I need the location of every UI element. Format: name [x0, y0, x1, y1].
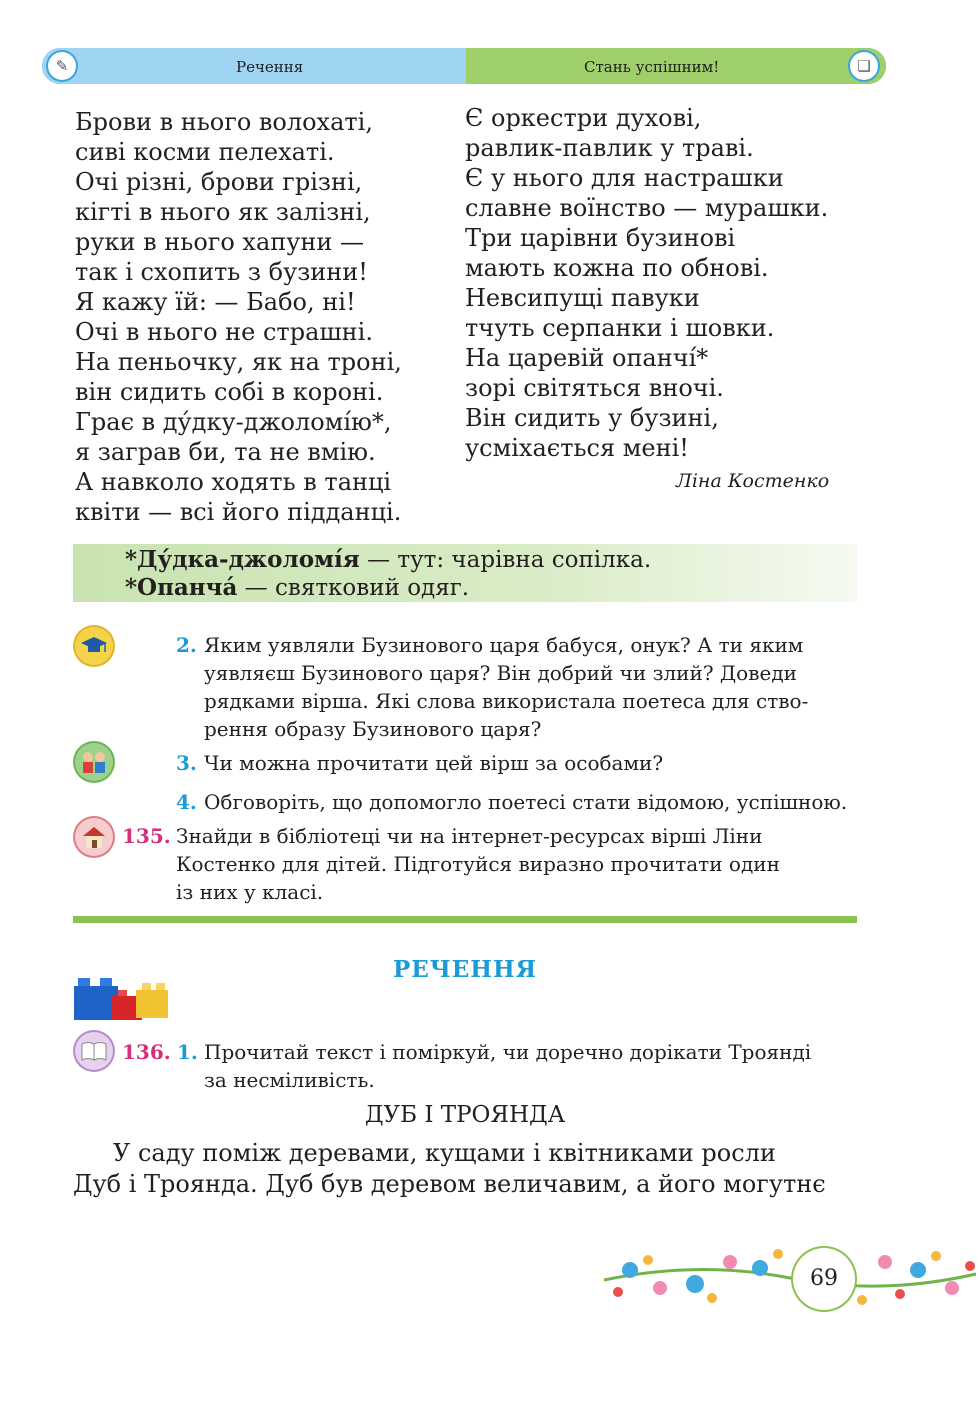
pencil-icon: ✎ — [48, 52, 76, 80]
text-line: мають кожна по обнові. — [465, 254, 769, 282]
task-line: Обговоріть, що допомогло поетесі стати відомою, успішною. — [204, 790, 848, 814]
text-line: У саду поміж деревами, кущами і квітниками росли — [113, 1139, 776, 1167]
header-left-label: Речення — [236, 58, 304, 76]
text-line: сиві косми пелехаті. — [75, 138, 335, 166]
text-line: тчуть серпанки і шовки. — [465, 314, 775, 342]
text-line: зорі світяться вночі. — [465, 374, 724, 402]
text-line: Очі в нього не страшні. — [75, 318, 373, 346]
text-line: Очі різні, брови грізні, — [75, 168, 363, 196]
book-icon: ❏ — [850, 52, 878, 80]
task-135-number: 135. — [122, 824, 171, 848]
text-line: я заграв би, та не вмію. — [75, 438, 376, 466]
footnotes-band — [73, 544, 857, 602]
poem-left-column — [75, 107, 402, 527]
text-line: А навколо ходять в танці — [75, 468, 392, 496]
task-4-number: 4. — [176, 790, 197, 814]
text-line: руки в нього хапуни — — [75, 228, 364, 256]
text-line: Костенко для дітей. Підготуйся виразно прочитати один — [176, 852, 780, 876]
flower-border-decoration — [600, 1240, 980, 1312]
task-2-text — [204, 631, 856, 743]
text-paragraph — [73, 1138, 857, 1200]
text-line: так і схопить з бузини! — [75, 258, 368, 286]
text-line: Він сидить у бузині, — [465, 404, 719, 432]
task-line: Чи можна прочитати цей вірш за особами? — [204, 751, 664, 775]
section-divider — [73, 916, 857, 923]
task-2-number: 2. — [176, 633, 197, 657]
footnote-term: *Опанча́ — [125, 574, 238, 601]
children-icon — [75, 743, 113, 781]
text-line: уявляєш Бузинового царя? Він добрий чи злий? Доведи — [204, 661, 797, 685]
text-line: Дуб і Троянда. Дуб був деревом величавим, а його могутнє — [73, 1170, 826, 1198]
footnote-definition: — святковий одяг. — [237, 575, 470, 601]
section-title: РЕЧЕННЯ — [392, 956, 538, 983]
text-line: він сидить собі в короні. — [75, 378, 384, 406]
text-line: Три царівни бузинові — [465, 224, 736, 252]
poem-author: Ліна Костенко — [676, 470, 830, 492]
footnote-definition: — тут: чарівна сопілка. — [359, 547, 652, 573]
text-line: Є оркестри духові, — [465, 104, 702, 132]
footnote-term: *Ду́дка-джоломі́я — [125, 546, 360, 573]
graduation-cap-icon — [75, 627, 113, 665]
footnote-1 — [125, 546, 651, 573]
text-line: Я кажу їй: — Бабо, ні! — [75, 288, 356, 316]
page-header — [42, 48, 886, 84]
page-number: 69 — [793, 1248, 855, 1310]
task-136-number: 136. — [122, 1040, 171, 1064]
text-line: славне воїнство — мурашки. — [465, 194, 829, 222]
text-line: Невсипущі павуки — [465, 284, 700, 312]
text-line: На пеньочку, як на троні, — [75, 348, 402, 376]
text-line: рядками вірша. Які слова використала поетеса для ство- — [204, 689, 809, 713]
text-line: Є у нього для настрашки — [465, 164, 784, 192]
poem-right-column — [465, 103, 828, 463]
text-line: за несміливість. — [204, 1068, 375, 1092]
task-135-text — [176, 822, 856, 906]
text-line: Грає в ду́дку-джоломі́ю*, — [75, 408, 392, 436]
text-line: рення образу Бузинового царя? — [204, 717, 542, 741]
house-icon — [75, 818, 113, 856]
header-right-label: Стань успішним! — [584, 58, 720, 76]
open-book-icon — [75, 1032, 113, 1070]
text-line: усміхається мені! — [465, 434, 689, 462]
text-title: ДУБ І ТРОЯНДА — [364, 1102, 566, 1128]
text-line: равлик-павлик у траві. — [465, 134, 754, 162]
text-line: Прочитай текст і поміркуй, чи доречно дорікати Троянді — [204, 1040, 812, 1064]
text-line: Брови в нього волохаті, — [75, 108, 373, 136]
task-3-number: 3. — [176, 751, 197, 775]
task-136-text — [204, 1038, 811, 1094]
text-line: Знайди в бібліотеці чи на інтернет-ресурсах вірші Ліни — [176, 824, 763, 848]
footnote-2 — [125, 574, 469, 601]
text-line: кігті в нього як залізні, — [75, 198, 371, 226]
text-line: На царевій опанчі́* — [465, 344, 709, 372]
task-3-text — [204, 749, 663, 777]
text-line: із них у класі. — [176, 880, 324, 904]
text-line: квіти — всі його підданці. — [75, 498, 402, 526]
task-4-text — [204, 788, 847, 816]
task-136-sub-number: 1. — [177, 1040, 198, 1064]
text-line: Яким уявляли Бузинового царя бабуся, онук? А ти яким — [204, 633, 804, 657]
